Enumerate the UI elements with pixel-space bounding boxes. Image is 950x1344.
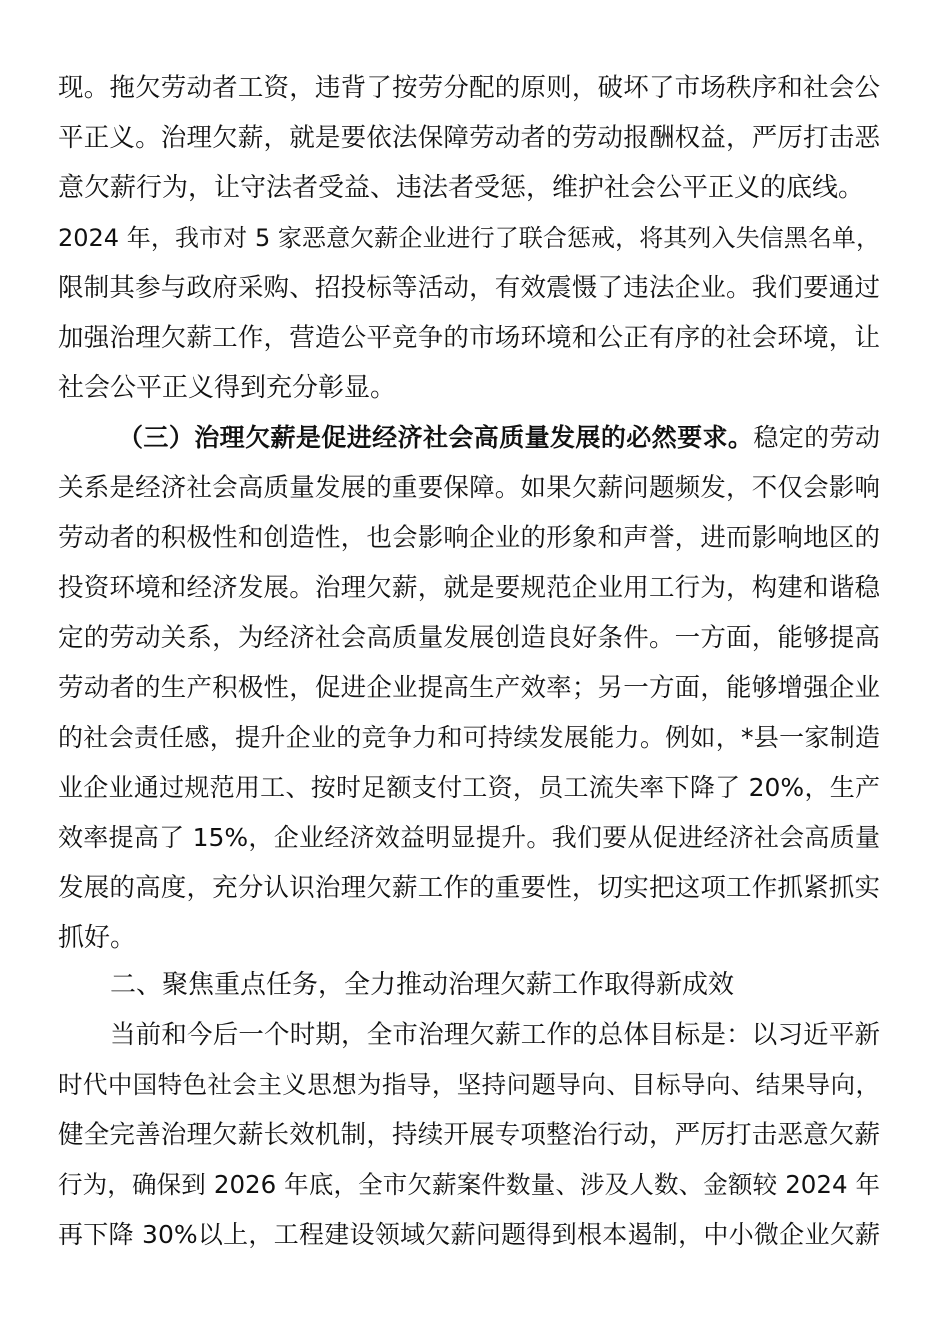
text-line: 2024 年，我市对 5 家恶意欠薪企业进行了联合惩戒，将其列入失信黑名单，: [58, 224, 880, 252]
text-line: 劳动者的生产积极性，促进企业提高生产效率；另一方面，能够增强企业: [58, 673, 880, 703]
text-line: 的社会责任感，提升企业的竞争力和可持续发展能力。例如，*县一家制造: [58, 723, 880, 752]
text-line: 投资环境和经济发展。治理欠薪，就是要规范企业用工行为，构建和谐稳: [58, 573, 880, 603]
text-line: 再下降 30%以上，工程建设领域欠薪问题得到根本遏制，中小微企业欠薪: [58, 1220, 880, 1249]
text-line: 行为，确保到 2026 年底，全市欠薪案件数量、涉及人数、金额较 2024 年: [58, 1170, 880, 1199]
paragraph-3: [58, 960, 880, 1010]
text-line: 意欠薪行为，让守法者受益、违法者受惩，维护社会公平正义的底线。: [58, 173, 865, 203]
text-line: 时代中国特色社会主义思想为指导，坚持问题导向、目标导向、结果导向，: [58, 1070, 880, 1099]
text-line: 健全完善治理欠薪长效机制，持续开展专项整治行动，严厉打击恶意欠薪: [58, 1120, 880, 1150]
text-line: 社会公平正义得到充分彰显。: [58, 373, 397, 403]
paragraph-first-line: [58, 413, 880, 463]
text-line: 业企业通过规范用工、按时足额支付工资，员工流失率下降了 20%，生产: [58, 773, 880, 802]
section-heading-2: 二、聚焦重点任务，全力推动治理欠薪工作取得新成效: [110, 970, 735, 1000]
text-run: 稳定的劳动: [753, 423, 880, 452]
text-line: 现。拖欠劳动者工资，违背了按劳分配的原则，破坏了市场秩序和社会公: [58, 73, 880, 103]
text-line: 效率提高了 15%，企业经济效益明显提升。我们要从促进经济社会高质量: [58, 823, 880, 852]
text-line: 关系是经济社会高质量发展的重要保障。如果欠薪问题频发，不仅会影响: [58, 473, 880, 503]
text-line: 当前和今后一个时期，全市治理欠薪工作的总体目标是：以习近平新: [110, 1020, 880, 1050]
text-line: 定的劳动关系，为经济社会高质量发展创造良好条件。一方面，能够提高: [58, 623, 880, 653]
text-line: 限制其参与政府采购、招投标等活动，有效震慑了违法企业。我们要通过: [58, 273, 880, 303]
text-line: 平正义。治理欠薪，就是要依法保障劳动者的劳动报酬权益，严厉打击恶: [58, 123, 880, 153]
paragraph-2: [58, 413, 880, 963]
paragraph-1: [58, 63, 880, 413]
section-heading-3: （三）治理欠薪是促进经济社会高质量发展的必然要求。: [118, 423, 754, 452]
text-line: 劳动者的积极性和创造性，也会影响企业的形象和声誉，进而影响地区的: [58, 523, 880, 553]
text-line: 抓好。: [58, 923, 137, 953]
text-line: 加强治理欠薪工作，营造公平竞争的市场环境和公正有序的社会环境，让: [58, 323, 880, 353]
paragraph-4: [58, 1010, 880, 1260]
text-line: 发展的高度，充分认识治理欠薪工作的重要性，切实把这项工作抓紧抓实: [58, 873, 880, 903]
